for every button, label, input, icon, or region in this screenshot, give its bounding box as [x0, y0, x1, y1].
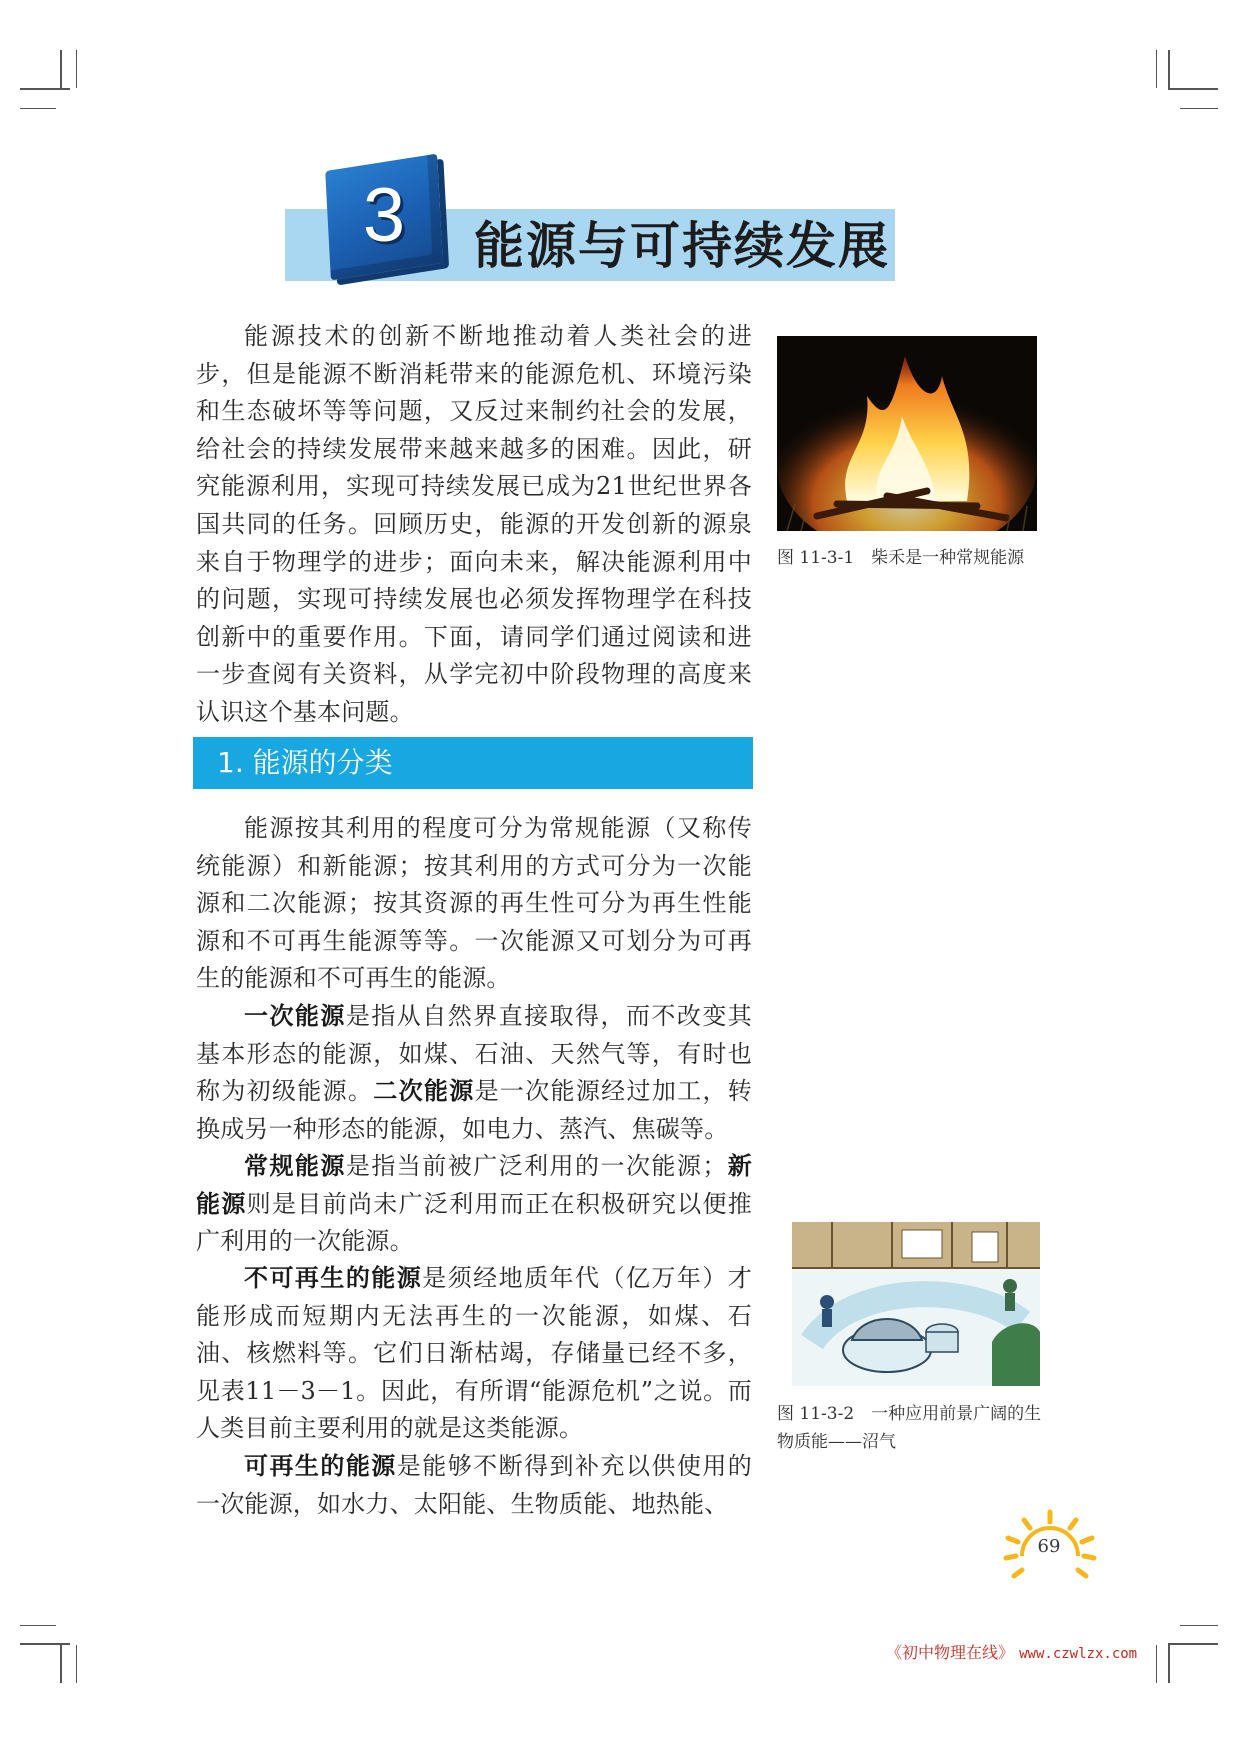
- bonfire-photo: [777, 336, 1037, 531]
- term-conventional-energy: 常规能源: [244, 1152, 346, 1180]
- page-number: 69: [1037, 1536, 1061, 1557]
- crop-mark: [20, 88, 70, 90]
- section-paragraph-2: 一次能源是指从自然界直接取得，而不改变其基本形态的能源，如煤、石油、天然气等，有时也称为初级能源。二次能源是一次能源经过加工，转换成另一种形态的能源，如电力、蒸汽、焦碳等。: [196, 1002, 752, 1143]
- crop-mark: [1168, 1645, 1170, 1683]
- intro-paragraph: 能源技术的创新不断地推动着人类社会的进步，但是能源不断消耗带来的能源危机、环境污染和生态破坏等等问题，又反过来制约社会的发展，给社会的持续发展带来越来越多的困难。因此，研究能源利用，实现可持续发展已成为21世纪世界各国共同的任务。回顾历史，能源的开发创新的源泉来自于物理学的进步；面向未来，解决能源利用中的问题，实现可持续发展也必须发挥物理学在科技创新中的重要作用。下面，请同学们通过阅读和进一步查阅有关资料，从学完初中阶段物理的高度来认识这个基本问题。: [196, 322, 752, 726]
- footer-watermark: [886, 1640, 1137, 1663]
- crop-mark: [1180, 108, 1218, 109]
- term-renewable-energy: 可再生的能源: [244, 1452, 397, 1480]
- term-nonrenewable-energy: 不可再生的能源: [244, 1264, 423, 1292]
- chapter-title: 能源与可持续发展: [474, 217, 890, 275]
- section-paragraph-5: 可再生的能源是能够不断得到补充以供使用的一次能源，如水力、太阳能、生物质能、地热能、: [196, 1452, 752, 1518]
- crop-mark: [1168, 50, 1170, 88]
- section-paragraph-4: 不可再生的能源是须经地质年代（亿万年）才能形成而短期内无法再生的一次能源，如煤、石油、核燃料等。它们日渐枯竭，存储量已经不多，见表11－3－1。因此，有所谓“能源危机”之说。而人类目前主要利用的就是这类能源。: [196, 1264, 752, 1443]
- crop-mark: [60, 50, 62, 88]
- term-new-energy: 新能源: [196, 1152, 752, 1218]
- section-paragraph-3: 常规能源是指当前被广泛利用的一次能源；新能源则是目前尚未广泛利用而正在积极研究以便推广利用的一次能源。: [196, 1152, 753, 1256]
- footer-url[interactable]: www.czwlzx.com: [1019, 1646, 1138, 1662]
- fire-illustration: [777, 336, 1037, 531]
- footer-site: 《初中物理在线》: [886, 1643, 1015, 1662]
- crop-mark: [20, 1643, 70, 1645]
- crop-mark: [1156, 1645, 1157, 1683]
- section-title: 1. 能源的分类: [217, 746, 393, 779]
- crop-mark: [1168, 88, 1218, 90]
- chapter-number: 3: [362, 172, 406, 258]
- biogas-illustration: [792, 1222, 1040, 1386]
- figure-caption-2: 图 11-3-2 一种应用前景广阔的生物质能——沼气: [777, 1404, 1042, 1452]
- crop-mark: [60, 1645, 62, 1683]
- crop-mark: [76, 50, 77, 88]
- crop-mark: [1180, 1625, 1218, 1626]
- crop-mark: [20, 1625, 56, 1626]
- crop-mark: [20, 108, 56, 109]
- term-primary-energy: 一次能源: [244, 1002, 346, 1030]
- crop-mark: [1156, 50, 1157, 88]
- crop-mark: [1168, 1643, 1218, 1645]
- term-secondary-energy: 二次能源: [373, 1077, 475, 1106]
- biogas-drawing: [792, 1222, 1040, 1386]
- section-paragraph-1: 能源按其利用的程度可分为常规能源（又称传统能源）和新能源；按其利用的方式可分为一次能源和二次能源；按其资源的再生性可分为再生性能源和不可再生能源等等。一次能源又可划分为可再生的能源和不可再生的能源。: [196, 814, 752, 993]
- crop-mark: [76, 1645, 77, 1683]
- figure-caption-1: 图 11-3-1 柴禾是一种常规能源: [777, 548, 1025, 568]
